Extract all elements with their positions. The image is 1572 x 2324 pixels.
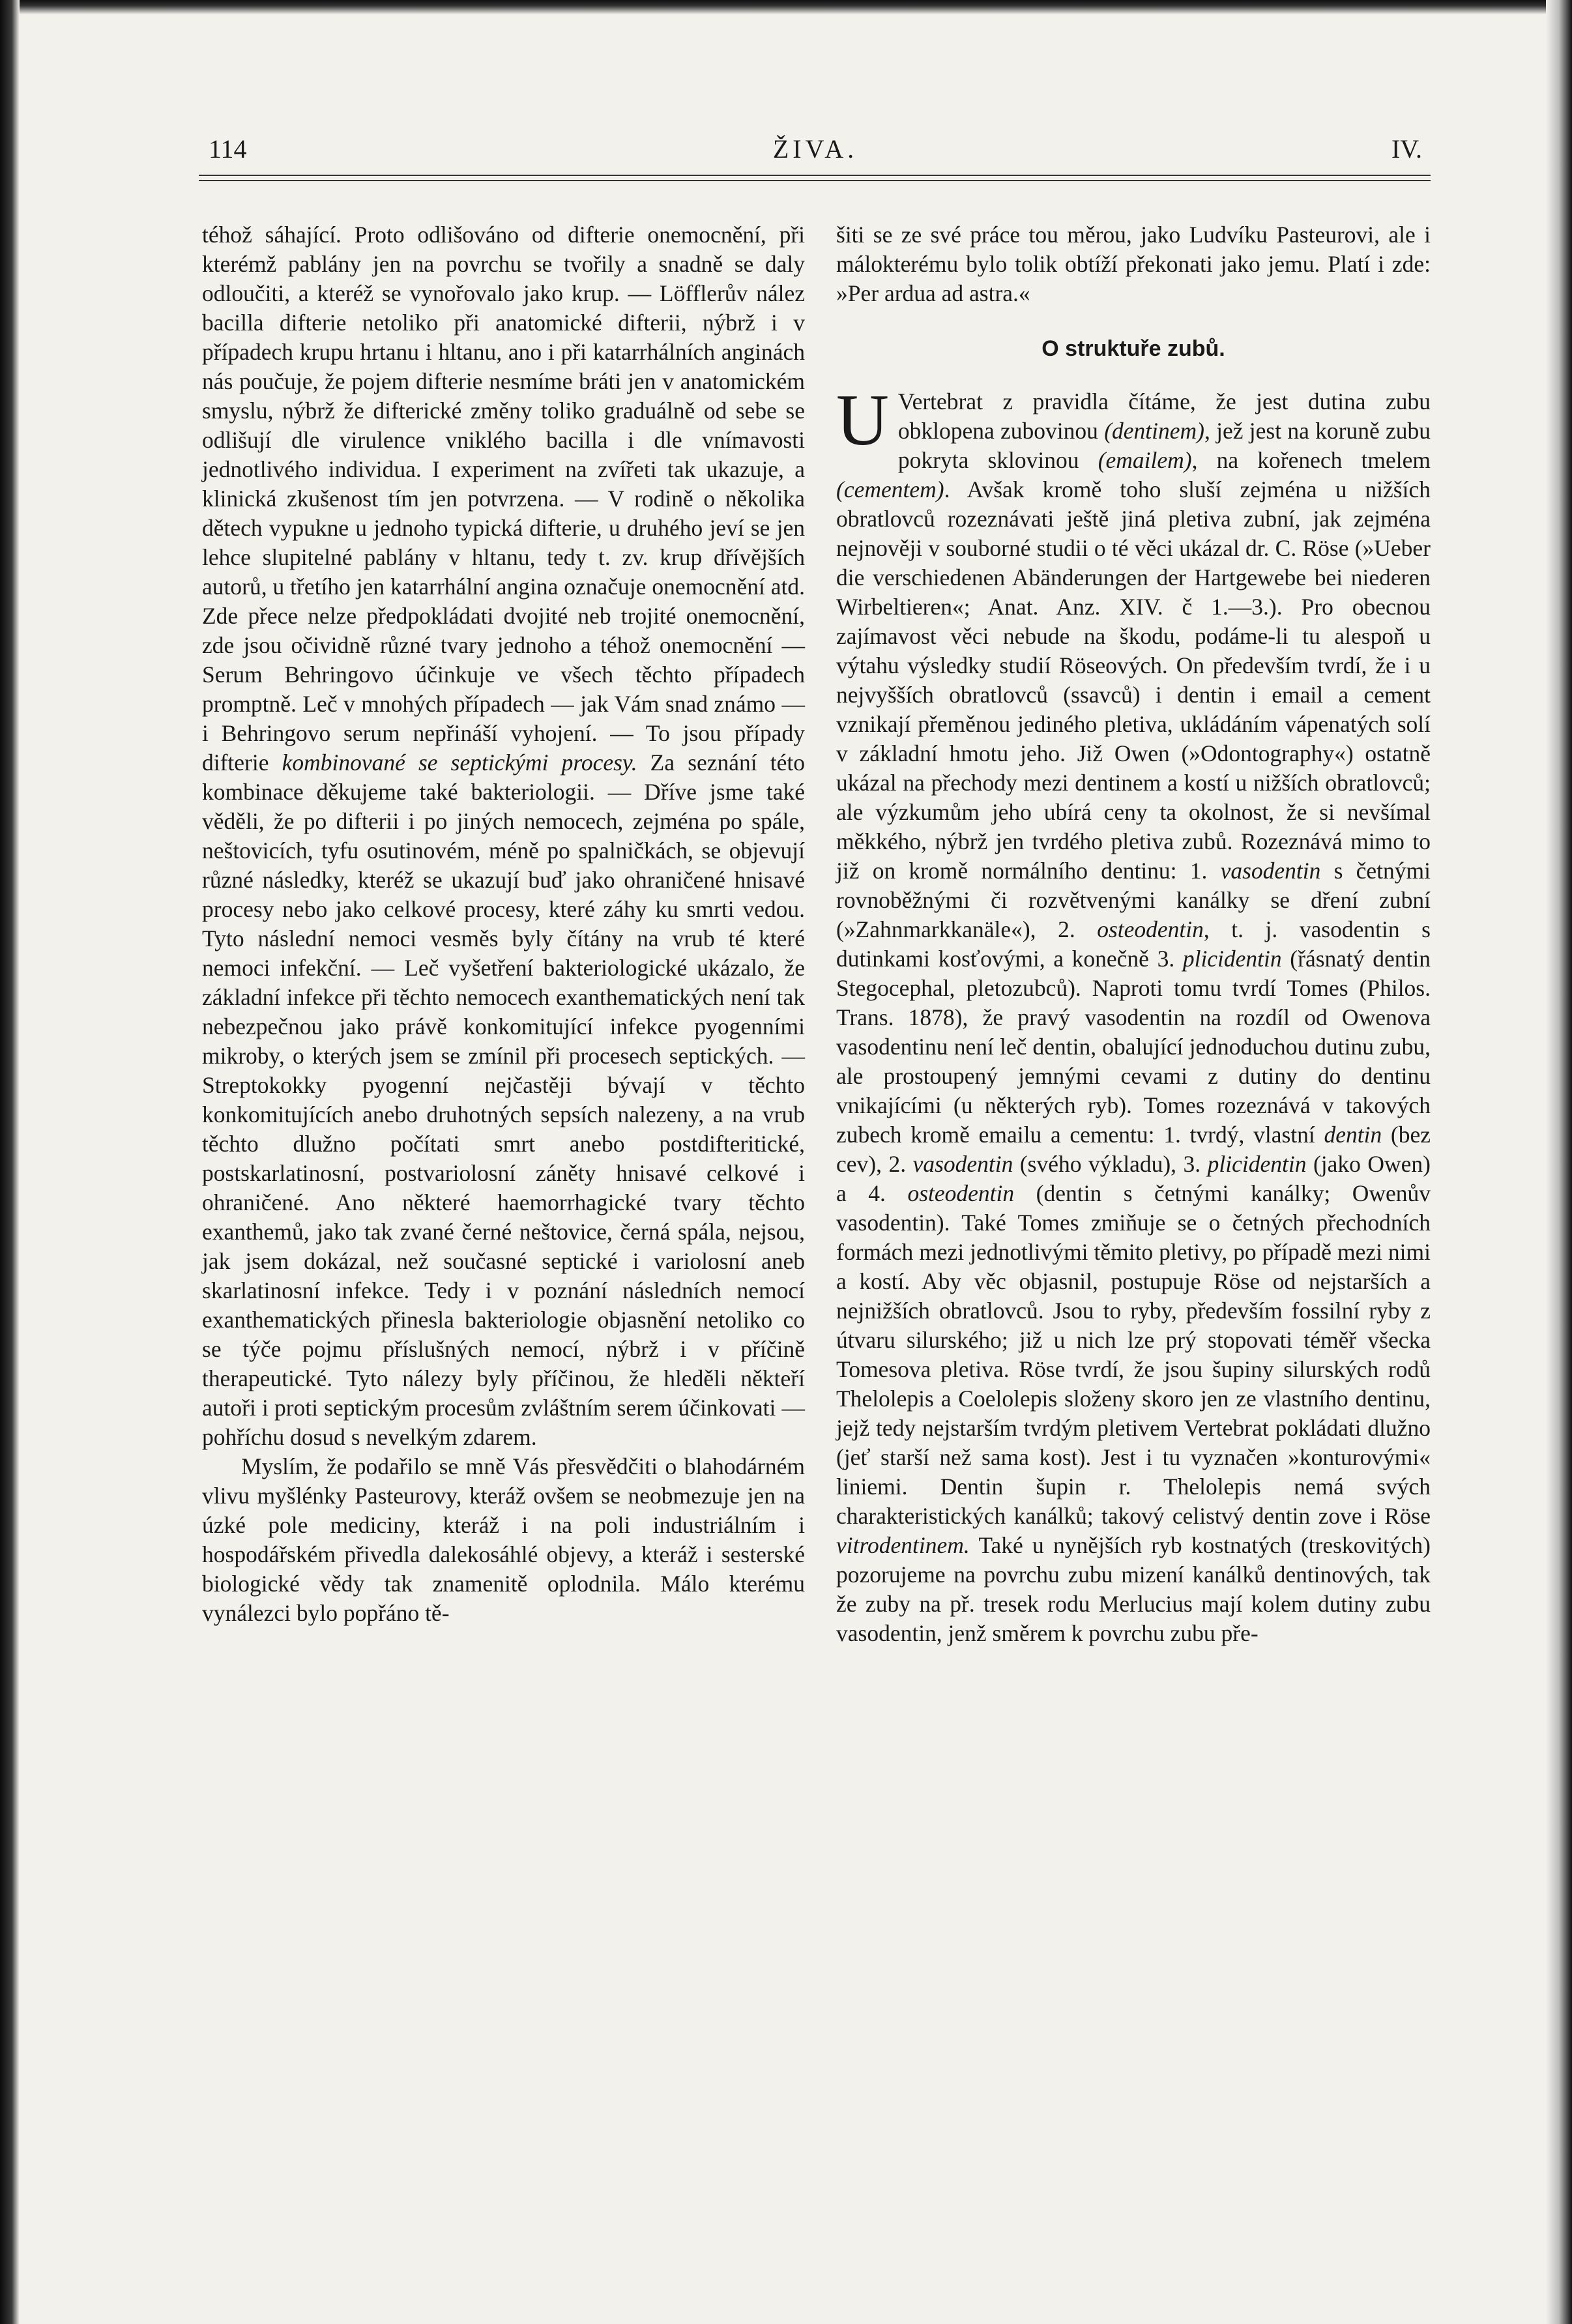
text-span: s četnými rovnoběžnými či rozvětvenými kanálky se dření zubní (»Zahnmarkkanäle«), 2. <box>836 858 1431 942</box>
section-title: O struktuře zubů. <box>1041 336 1225 361</box>
scan-border-top <box>0 0 1572 14</box>
scan-border-left <box>0 0 20 2324</box>
paragraph-teeth <box>836 380 1431 1648</box>
volume-number: IV. <box>1391 134 1422 164</box>
header-rule-top <box>199 175 1431 176</box>
italic-term: (cementem) <box>836 476 944 502</box>
italic-term: plicidentin <box>1182 946 1282 972</box>
paragraph-pasteur: Myslím, že podařilo se mně Vás přesvědčiti o blahodárném vlivu myšlénky Pasteurovy, kteráž ovšem se neobmezuje jen na úzké pole mediciny, kteráž i na poli industriálním i hospodářském přivedla dalekosáhlé objevy, a kteráž i sesterské biologické vědy tak znamenitě oplodnila. Málo kterému vynálezci bylo popřáno tě- <box>202 1453 805 1626</box>
header-rule-bottom <box>199 180 1431 181</box>
text-span: (dentin s četnými kanálky; Owenův vasodentin). Také Tomes zmiňuje se o četných přechodních formách mezi jednotlivými těmito pletivy, po případě mezi nimi a kostí. Aby věc objasnil, postupuje Röse od nejstarších a nejnižších obratlovců. Jsou to ryby, především fossilní ryby z útvaru silurského; již u nich lze prý stopovati téměř všecka Tomesova pletiva. Röse tvrdí, že jsou šupiny silurských rodů Thelolepis a Coelolepis složeny skoro jen ze vlastního dentinu, jejž tedy nejstarším tvrdým pletivem Vertebrat pokládati dlužno (jeť starší než sama kost). Jest i tu vyznačen »konturovými« liniemi. Dentin šupin r. Thelolepis nemá svých charakteristických kanálků; takový celistvý dentin zove i Röse <box>836 1180 1431 1529</box>
text-span: , na kořenech tmelem <box>1191 447 1431 473</box>
text-span: Vertebrat z pravidla čítáme, že jest dutina zubu obklopena zubovinou <box>897 388 1431 444</box>
left-column <box>202 220 805 1628</box>
paragraph-diphtheria <box>202 220 805 1452</box>
drop-cap: U <box>836 380 889 461</box>
text-span: (jako Owen) a 4. <box>836 1151 1431 1206</box>
italic-term: vasodentin <box>1220 858 1321 884</box>
right-column <box>836 220 1431 1648</box>
italic-term: dentin <box>1324 1122 1382 1148</box>
italic-term: osteodentin <box>1097 916 1204 942</box>
text-span: (řásnatý dentin Stegocephal, pletozubců). Naproti tomu tvrdí Tomes (Philos. Trans. 1878), že pravý vasodentin na rozdíl od Owenova vasodentinu není leč dentin, obalující jednoduchou dutinu zubu, ale prostoupený jemnými cevami z dutiny do dentinu vnikajícími (u některých ryb). Tomes rozeznává v takových zubech kromě emailu a cementu: 1. tvrdý, vlastní <box>836 946 1431 1148</box>
italic-term: vitrodentinem. <box>836 1532 970 1558</box>
text-span: (bez cev), 2. <box>836 1122 1431 1177</box>
text-span: Také u nynějších ryb kostnatých (treskovitých) pozorujeme na povrchu zubu mizení kanálků dentinových, tak že zuby na př. tresek rodu Merlucius mají kolem dutiny zubu vasodentin, jenž směrem k povrchu zubu pře- <box>836 1532 1431 1646</box>
scan-border-right <box>1546 0 1572 2324</box>
italic-term: (emailem) <box>1098 447 1192 473</box>
text-span: , jež jest na koruně zubu pokryta sklovinou <box>897 418 1431 473</box>
page-number: 114 <box>209 134 247 164</box>
text-span: téhož sáhající. Proto odlišováno od difterie onemocnění, při kterémž pablány jen na povrchu se tvořily a snadně se daly odloučiti, a kteréž se vynořovalo jako krup. — Löfflerův nález bacilla difterie netoliko při anatomické difterii, nýbrž i v případech krupu hrtanu i hltanu, ano i při katarrhálních anginách nás poučuje, že pojem difterie nesmíme bráti jen v anatomickém smyslu, nýbrž že difterické změny toliko graduálně od sebe se odlišují dle virulence vniklého bacilla i dle vnímavosti jednotlivého individua. I experiment na zvířeti tak ukazuje, a klinická zkušenost tím jen potvrzena. — V rodině o několika dětech vypukne u jednoho typická difterie, u druhého jeví se jen lehce slupitelné pablány v hltanu, tedy t. zv. krup dřívějších autorů, u třetího jen katarrhální angina označuje onemocnění atd. Zde přece nelze předpokládati dvojité neb trojité onemocnění, zde jsou očividně různé tvary jednoho a téhož onemocnění — Serum Behringovo účinkuje ve všech těchto případech promptně. Leč v mnohých případech — jak Vám snad známo — i Behringovo serum nepřináší vyhojení. — To jsou případy difterie <box>202 222 805 776</box>
paragraph-pasteur-end: šiti se ze své práce tou měrou, jako Ludvíku Pasteurovi, ale i málokterému bylo tolik obtíží překonati jako jemu. Platí i zde: »Per ardua ad astra.« <box>836 222 1431 306</box>
italic-term: (dentinem) <box>1104 418 1204 444</box>
text-span: (svého výkladu), 3. <box>1013 1151 1208 1177</box>
italic-term: osteodentin <box>907 1180 1015 1206</box>
text-span: Za seznání této kombinace děkujeme také bakteriologii. — Dříve jsme také věděli, že po difterii i po jiných nemocech, zejména po spále, neštovicích, tyfu osutinovém, méně po spalničkách, se objevují různé následky, kteréž se ukazují buď jako ohraničené hnisavé procesy nebo jako celkové procesy, které záhy ku smrti vedou. Tyto následní nemoci vesměs byly čítány na vrub té které nemoci infekční. — Leč vyšetření bakteriologické ukázalo, že základní infekce při těchto nemocech exanthematických není tak nebezpečnou jako právě konkomitující infekce pyogenními mikroby, o kterých jsem se zmínil při procesech septických. — Streptokokky pyogenní nejčastěji bývají v těchto konkomitujících anebo druhotných sepsích nalezeny, a na vrub těchto dlužno počítati smrt anebo postdifteritické, postskarlatinosní, postvariolosní záněty hnisavé celkové i ohraničené. Ano některé haemorrhagické tvary těchto exanthemů, jako tak zvané černé neštovice, černá spála, nejsou, jak jsem dokázal, než současné septické i variolosní aneb skarlatinosní infekce. Tedy i v poznání následních nemocí exanthematických přinesla bakteriologie objasnění netoliko co se týče pojmu příslušných nemocí, nýbrž i v příčině therapeutické. Tyto nálezy byly příčinou, že hleděli někteří autoři i proti septickým procesům zvláštním serem účinkovati — pohříchu dosud s nevelkým zdarem. <box>202 749 806 1450</box>
italic-term: plicidentin <box>1207 1151 1307 1177</box>
text-span: , t. j. vasodentin s dutinkami kosťovými, a konečně 3. <box>836 916 1431 972</box>
italic-term: vasodentin <box>912 1151 1013 1177</box>
italic-term: kombinované se septickými procesy. <box>282 749 637 776</box>
running-header <box>209 134 1422 173</box>
journal-title: ŽIVA. <box>772 134 858 164</box>
text-span: . Avšak kromě toho sluší zejména u nižších obratlovců rozeznávati ještě jiná pletiva zubní, jak zejména nejnověji v souborné studii o té věci ukázal dr. C. Röse (»Ueber die verschiedenen Abänderungen der Hartgewebe bei niederen Wirbeltieren«; Anat. Anz. XIV. č 1.—3.). Pro obecnou zajímavost věci nebude na škodu, podáme-li tu alespoň u výtahu výsledky studií Röseových. On především tvrdí, že i u nejvyšších obratlovců (ssavců) i dentin i email a cement vznikají přeměnou jediného pletiva, ukládáním vápenatých solí v základní hmotu jeho. Již Owen (»Odontography«) ostatně ukázal na přechody mezi dentinem a kostí u nižších obratlovců; ale výzkumům jeho ubírá ceny ta okolnost, že si nevšímal měkkého, nýbrž jen tvrdého pletiva zubů. Rozeznává mimo to již on kromě normálního dentinu: 1. <box>836 476 1431 884</box>
